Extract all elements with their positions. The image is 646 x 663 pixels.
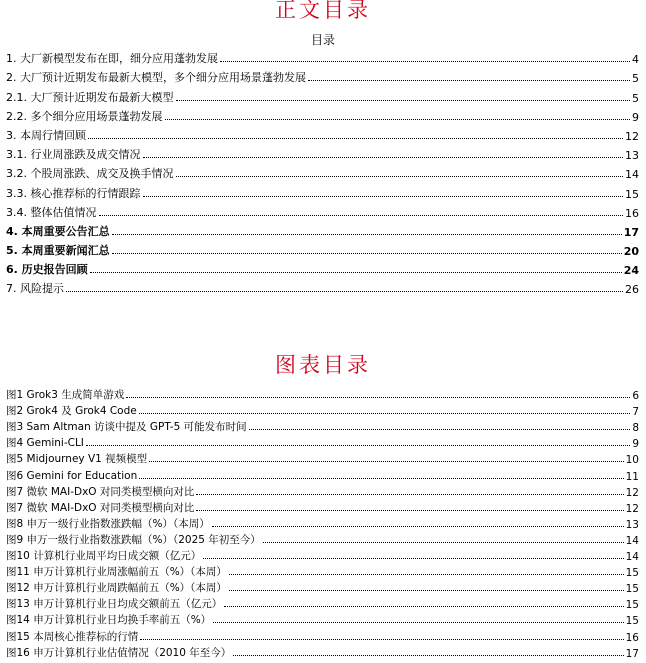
toc-entry[interactable] — [6, 143, 639, 162]
figure-entry[interactable] — [6, 595, 639, 611]
toc-heading: 正文目录 — [275, 0, 371, 22]
toc-entry-label: 2.1. 大厂预计近期发布最新大模型 — [6, 90, 174, 104]
toc-entry[interactable] — [6, 181, 639, 200]
toc-entry-page: 26 — [625, 283, 639, 297]
dot-leader — [224, 606, 623, 607]
dot-leader — [213, 622, 623, 623]
figure-entry-page: 12 — [625, 502, 639, 515]
figures-heading: 图表目录 — [275, 353, 371, 377]
toc-entry[interactable] — [6, 220, 639, 239]
dot-leader — [112, 234, 622, 235]
toc-subheading: 目录 — [310, 33, 335, 47]
dot-leader — [165, 119, 631, 120]
dot-leader — [86, 445, 630, 446]
figure-entry-label: 图1 Grok3 生成简单游戏 — [6, 389, 125, 402]
toc-entry-label: 1. 大厂新模型发布在即，细分应用蓬勃发展 — [6, 52, 218, 66]
figure-entry[interactable] — [6, 402, 639, 418]
toc-entry-page: 20 — [623, 245, 639, 259]
toc-entry[interactable] — [6, 47, 639, 66]
figure-entry-label: 图15 本周核心推荐标的行情 — [6, 630, 139, 643]
figure-entry-page: 15 — [625, 567, 639, 580]
dot-leader — [196, 510, 623, 511]
dot-leader — [176, 100, 631, 101]
toc-entry-label: 4. 本周重要公告汇总 — [6, 224, 110, 238]
figure-entry-label: 图11 申万计算机行业周涨幅前五（%）（本周） — [6, 566, 227, 579]
toc-entry-page: 5 — [632, 91, 639, 105]
toc-entry[interactable] — [6, 239, 639, 258]
toc-entry-label: 3.3. 核心推荐标的行情跟踪 — [6, 186, 141, 200]
toc-entry-page: 12 — [625, 129, 639, 143]
toc-entry-label: 6. 历史报告回顾 — [6, 263, 88, 277]
toc-entry-page: 17 — [623, 225, 639, 239]
figure-entry-label: 图4 Gemini-CLI — [6, 437, 84, 450]
toc-list — [6, 47, 639, 296]
dot-leader — [143, 196, 624, 197]
figure-entry-label: 图14 申万计算机行业日均换手率前五（%） — [6, 614, 212, 627]
dot-leader — [203, 558, 623, 559]
dot-leader — [263, 542, 624, 543]
dot-leader — [90, 272, 622, 273]
figure-entry-page: 14 — [625, 551, 639, 564]
figure-entry[interactable] — [6, 515, 639, 531]
toc-entry-page: 13 — [625, 149, 639, 163]
toc-entry-label: 7. 风险提示 — [6, 282, 64, 296]
toc-entry-page: 15 — [625, 187, 639, 201]
figure-entry-label: 图7 微软 MAI-DxO 对同类模型横向对比 — [6, 501, 195, 514]
figure-entry-page: 7 — [632, 406, 639, 419]
dot-leader — [220, 61, 630, 62]
toc-entry[interactable] — [6, 85, 639, 104]
figure-entry-label: 图6 Gemini for Education — [6, 469, 138, 482]
figure-entry[interactable] — [6, 579, 639, 595]
toc-entry[interactable] — [6, 124, 639, 143]
figure-entry-label: 图12 申万计算机行业周跌幅前五（%）（本周） — [6, 582, 227, 595]
figure-entry[interactable] — [6, 644, 639, 660]
figure-entry-label: 图16 申万计算机行业估值情况（2010 年至今） — [6, 646, 232, 659]
dot-leader — [233, 655, 623, 656]
toc-entry-page: 14 — [625, 168, 639, 182]
figure-entry-page: 8 — [632, 422, 639, 435]
dot-leader — [126, 397, 630, 398]
figure-entry-label: 图3 Sam Altman 访谈中提及 GPT-5 可能发布时间 — [6, 421, 247, 434]
figure-entry[interactable] — [6, 531, 639, 547]
toc-entry[interactable] — [6, 277, 639, 296]
figure-entry-page: 6 — [632, 390, 639, 403]
figure-entry[interactable] — [6, 547, 639, 563]
figure-entry-page: 17 — [625, 647, 639, 660]
toc-entry[interactable] — [6, 258, 639, 277]
dot-leader — [139, 413, 631, 414]
figure-entry-page: 10 — [625, 454, 639, 467]
dot-leader — [229, 574, 624, 575]
figure-entry-label: 图8 申万一级行业指数涨跌幅（%）（本周） — [6, 517, 210, 530]
figure-entry-page: 15 — [625, 615, 639, 628]
dot-leader — [143, 157, 624, 158]
toc-entry-page: 24 — [623, 264, 639, 278]
figure-entry-page: 16 — [625, 631, 639, 644]
toc-entry[interactable] — [6, 105, 639, 124]
dot-leader — [99, 215, 624, 216]
figure-entry-label: 图2 Grok4 及 Grok4 Code — [6, 405, 137, 418]
figure-entry-page: 9 — [632, 438, 639, 451]
toc-entry-label: 3.2. 个股周涨跌、成交及换手情况 — [6, 167, 174, 181]
dot-leader — [249, 429, 631, 430]
figure-entry[interactable] — [6, 434, 639, 450]
figure-entry[interactable] — [6, 483, 639, 499]
dot-leader — [139, 478, 623, 479]
toc-entry-label: 2.2. 多个细分应用场景蓬勃发展 — [6, 109, 163, 123]
dot-leader — [196, 494, 623, 495]
figure-entry-label: 图10 计算机行业周平均日成交额（亿元） — [6, 550, 202, 563]
toc-entry-page: 5 — [632, 72, 639, 86]
toc-entry-label: 3.4. 整体估值情况 — [6, 205, 97, 219]
figure-entry-page: 12 — [625, 486, 639, 499]
dot-leader — [66, 291, 623, 292]
figure-entry-page: 14 — [625, 534, 639, 547]
toc-entry[interactable] — [6, 162, 639, 181]
dot-leader — [88, 138, 623, 139]
figure-entry-label: 图7 微软 MAI-DxO 对同类模型横向对比 — [6, 485, 195, 498]
toc-entry-label: 2. 大厂预计近期发布最新大模型，多个细分应用场景蓬勃发展 — [6, 71, 306, 85]
toc-entry-label: 5. 本周重要新闻汇总 — [6, 244, 110, 258]
figures-list — [6, 386, 639, 660]
dot-leader — [176, 176, 624, 177]
figure-entry-page: 11 — [625, 470, 639, 483]
figure-entry[interactable] — [6, 499, 639, 515]
toc-entry[interactable] — [6, 201, 639, 220]
figure-entry-page: 15 — [625, 583, 639, 596]
figure-entry[interactable] — [6, 627, 639, 643]
toc-entry-page: 9 — [632, 110, 639, 124]
figure-entry-page: 13 — [625, 518, 639, 531]
figure-entry[interactable] — [6, 418, 639, 434]
dot-leader — [140, 639, 623, 640]
figure-entry[interactable] — [6, 450, 639, 466]
toc-entry-label: 3. 本周行情回顾 — [6, 128, 86, 142]
figure-entry[interactable] — [6, 563, 639, 579]
figure-entry-label: 图9 申万一级行业指数涨跌幅（%）（2025 年初至今） — [6, 533, 261, 546]
dot-leader — [112, 253, 622, 254]
figure-entry-label: 图13 申万计算机行业日均成交额前五（亿元） — [6, 598, 223, 611]
figure-entry[interactable] — [6, 611, 639, 627]
toc-entry-page: 16 — [625, 206, 639, 220]
toc-entry-label: 3.1. 行业周涨跌及成交情况 — [6, 148, 141, 162]
dot-leader — [149, 461, 623, 462]
figure-entry-label: 图5 Midjourney V1 视频模型 — [6, 453, 148, 466]
dot-leader — [212, 526, 624, 527]
figure-entry[interactable] — [6, 386, 639, 402]
figure-entry[interactable] — [6, 466, 639, 482]
toc-entry-page: 4 — [632, 53, 639, 67]
toc-entry[interactable] — [6, 66, 639, 85]
dot-leader — [308, 80, 630, 81]
figure-entry-page: 15 — [625, 599, 639, 612]
dot-leader — [229, 590, 624, 591]
